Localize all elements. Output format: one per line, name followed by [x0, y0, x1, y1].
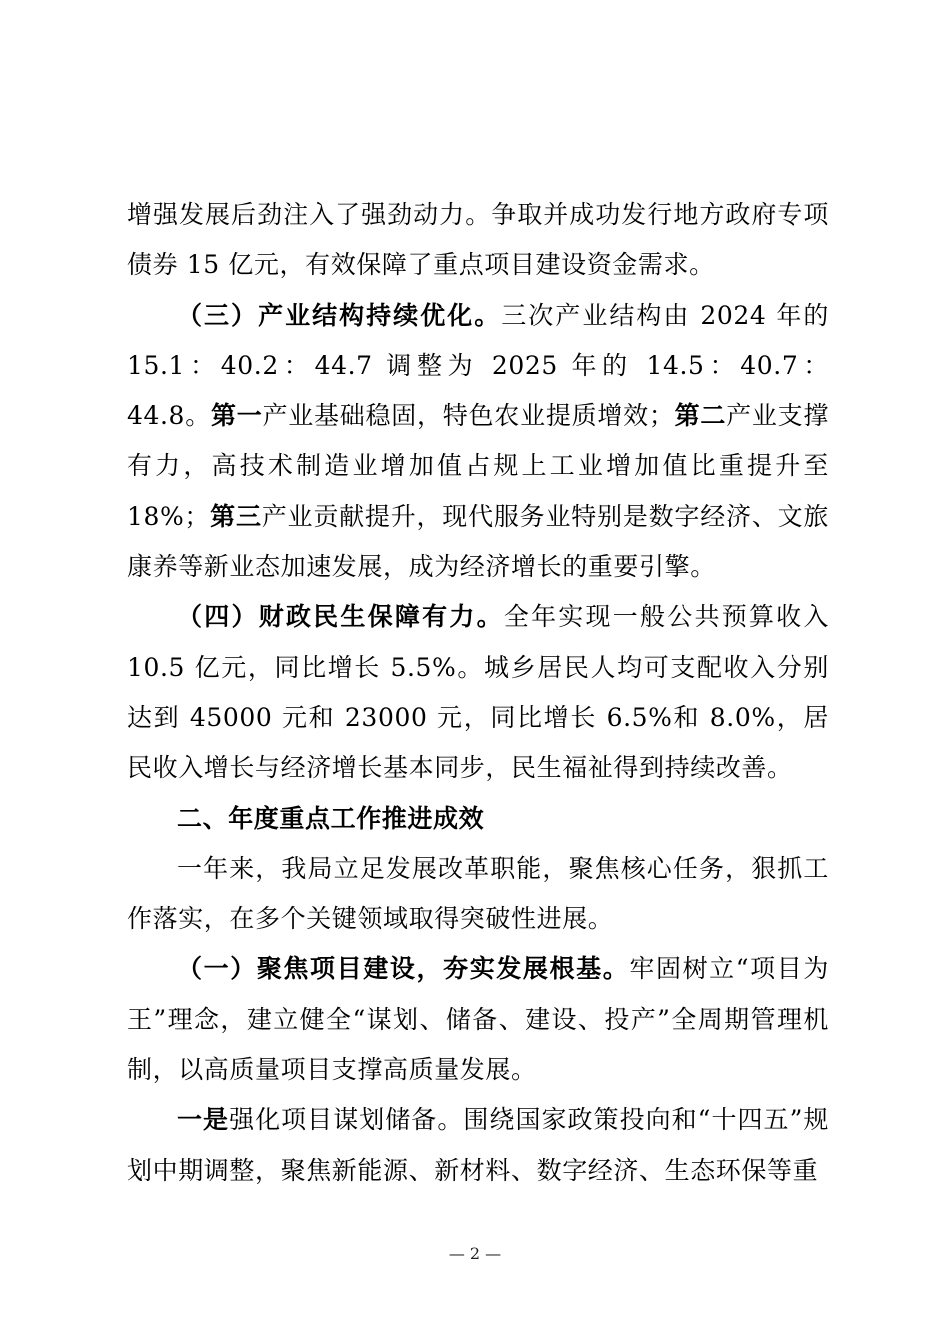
- page-number: — 2 —: [448, 1244, 502, 1263]
- paragraph-text: 增强发展后劲注入了强劲动力。争取并成功发行地方政府专项债券 15 亿元，有效保障了重点项目建设资金需求。: [127, 200, 829, 280]
- section-lead: （一）聚焦项目建设，夯实发展根基。: [177, 954, 630, 984]
- paragraph-text: 全年实现一般公共预算收入 10.5 亿元，同比增长 5.5%。城乡居民人均可支配收入分别达到 45000 元和 23000 元，同比增长 6.5%和 8.0%，居民收入增长与经济增长基本同步，民生福祉得到持续改善。: [127, 602, 830, 783]
- paragraph-fiscal: [127, 592, 829, 793]
- item-lead: 一是: [177, 1105, 230, 1135]
- bold-term-tertiary: 第三: [209, 501, 262, 531]
- paragraph-continuation: [127, 190, 829, 291]
- paragraph-project-building: [127, 944, 829, 1095]
- section-lead: （四）财政民生保障有力。: [177, 602, 504, 632]
- heading-text: 二、年度重点工作推进成效: [177, 803, 485, 833]
- paragraph-text: 产业贡献提升，现代服务业特别是数字经济、文旅康养等新业态加速发展，成为经济增长的重要引擎。: [127, 501, 829, 582]
- paragraph-text: 一年来，我局立足发展改革职能，聚焦核心任务，狠抓工作落实，在多个关键领域取得突破性进展。: [127, 853, 829, 934]
- paragraph-text: 三次产业结构由 2024 年的 15.1：40.2：44.7 调整为 2025 年的 14.5：40.7：44.8。: [127, 300, 829, 431]
- paragraph-text: 牢固树立“项目为王”理念，建立健全“谋划、储备、建设、投产”全周期管理机制，以高质量项目支撑高质量发展。: [127, 954, 830, 1085]
- paragraph-item-one: [127, 1095, 829, 1196]
- paragraph-industrial-structure: [127, 291, 829, 593]
- section-heading: [127, 794, 829, 844]
- body-text: [127, 190, 829, 1196]
- paragraph-text: 产业支撑有力，高技术制造业增加值占规上工业增加值比重提升至 18%；: [127, 401, 829, 531]
- bold-term-secondary: 第二: [674, 401, 727, 431]
- paragraph-text: 强化项目谋划储备。围绕国家政策投向和“十四五”规划中期调整，聚焦新能源、新材料、数字经济、生态环保等重: [127, 1105, 830, 1185]
- paragraph-text: 产业基础稳固，特色农业提质增效；: [262, 401, 675, 431]
- bold-term-primary: 第一: [210, 401, 263, 431]
- section-lead: （三）产业结构持续优化。: [177, 300, 502, 330]
- paragraph-intro: [127, 844, 829, 945]
